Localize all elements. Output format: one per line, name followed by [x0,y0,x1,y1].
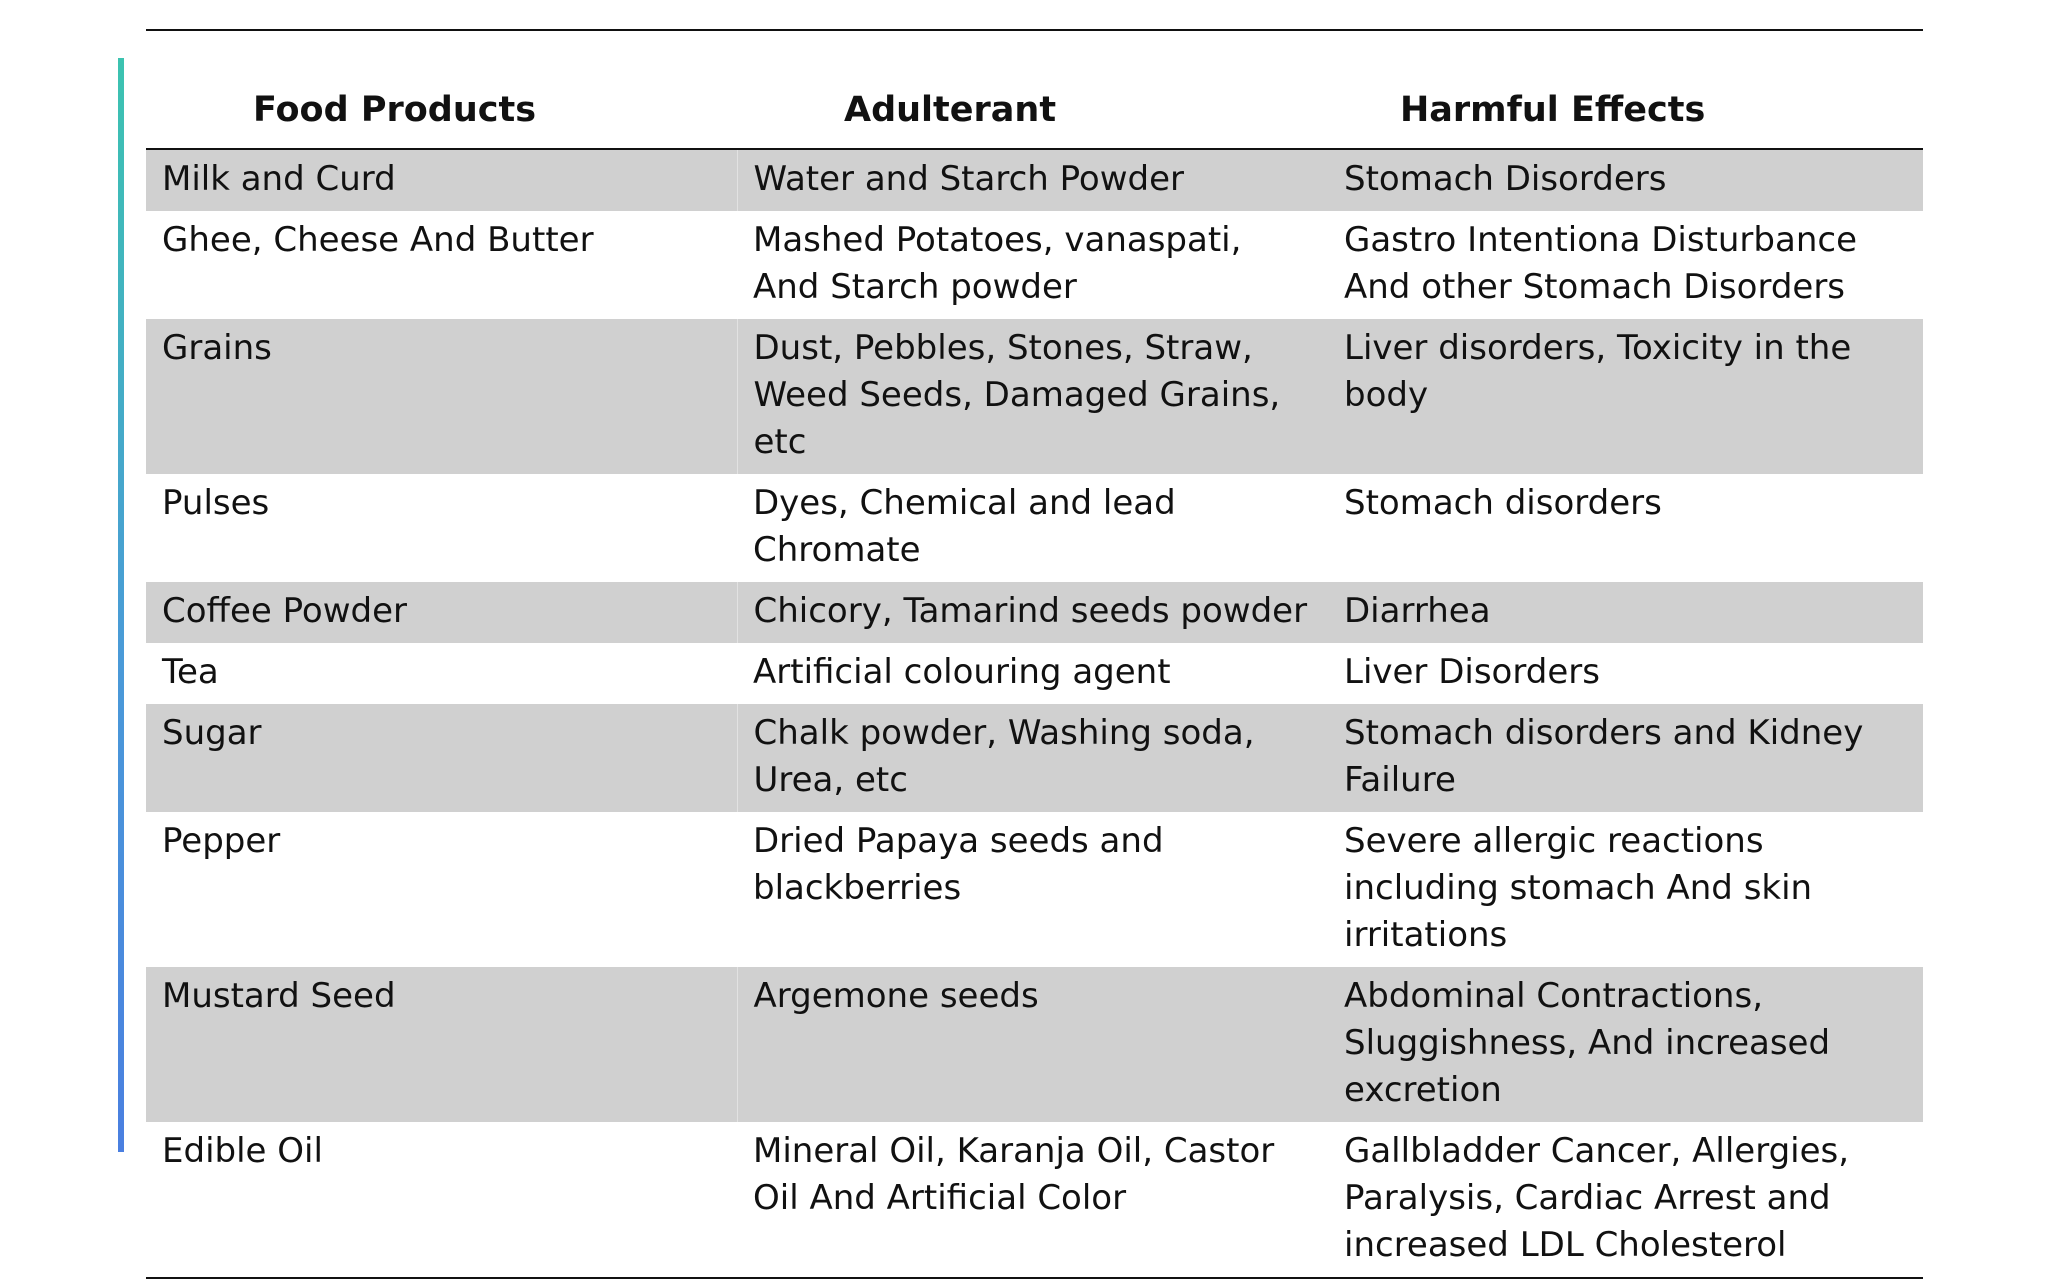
table-row [146,643,1923,704]
cell-food-product: Pepper [162,821,281,861]
table-row [146,967,1923,1122]
cell-harmful-effects: Stomach disorders [1344,483,1662,523]
cell-adulterant: Dyes, Chemical and lead Chromate [753,483,1176,570]
cell-harmful-effects: Severe allergic reactions including stomach And skin irritations [1344,821,1813,955]
cell-harmful-effects: Abdominal Contractions, Sluggishness, And increased excretion [1328,967,1923,1122]
cell-adulterant: Mineral Oil, Karanja Oil, Castor Oil And Artificial Color [737,1122,1328,1278]
cell-food-product: Pulses [162,483,270,523]
cell-food-product: Ghee, Cheese And Butter [162,220,594,260]
cell-adulterant: Argemone seeds [737,967,1328,1122]
accent-bar [118,58,124,1152]
cell-adulterant: Dried Papaya seeds and blackberries [753,821,1164,908]
cell-food-product: Milk and Curd [146,149,737,211]
table-body [146,149,1923,1278]
cell-food-product: Grains [146,319,737,474]
table-row [146,812,1923,967]
cell-food-product: Edible Oil [146,1122,737,1278]
cell-food-product: Mustard Seed [146,967,737,1122]
cell-adulterant: Artificial colouring agent [753,652,1171,692]
header-harmful-effects: Harmful Effects [1328,62,1923,149]
cell-adulterant: Chicory, Tamarind seeds powder [737,582,1328,643]
header-adulterant: Adulterant [737,62,1328,149]
adulteration-table-container [146,62,1923,1279]
table-row [146,1122,1923,1278]
cell-adulterant: Chalk powder, Washing soda, Urea, etc [737,704,1328,812]
cell-harmful-effects: Stomach disorders and Kidney Failure [1328,704,1923,812]
cell-food-product: Sugar [146,704,737,812]
cell-food-product: Tea [162,652,219,692]
table-row [146,582,1923,643]
table-row [146,149,1923,211]
cell-harmful-effects: Liver disorders, Toxicity in the body [1328,319,1923,474]
table-header [146,62,1923,149]
cell-food-product: Coffee Powder [146,582,737,643]
table-row [146,474,1923,582]
header-row [146,62,1923,149]
cell-harmful-effects: Diarrhea [1328,582,1923,643]
cell-harmful-effects: Stomach Disorders [1328,149,1923,211]
top-rule [146,29,1923,31]
cell-adulterant: Water and Starch Powder [737,149,1328,211]
cell-harmful-effects: Gallbladder Cancer, Allergies, Paralysis, Cardiac Arrest and increased LDL Cholesterol [1328,1122,1923,1278]
cell-harmful-effects: Gastro Intentiona Disturbance And other Stomach Disorders [1344,220,1857,307]
cell-harmful-effects: Liver Disorders [1344,652,1600,692]
cell-adulterant: Dust, Pebbles, Stones, Straw, Weed Seeds, Damaged Grains, etc [737,319,1328,474]
table-row [146,319,1923,474]
header-food-products: Food Products [146,62,737,149]
cell-adulterant: Mashed Potatoes, vanaspati, And Starch powder [753,220,1242,307]
table-row [146,704,1923,812]
adulteration-table [146,62,1923,1279]
table-row [146,211,1923,319]
